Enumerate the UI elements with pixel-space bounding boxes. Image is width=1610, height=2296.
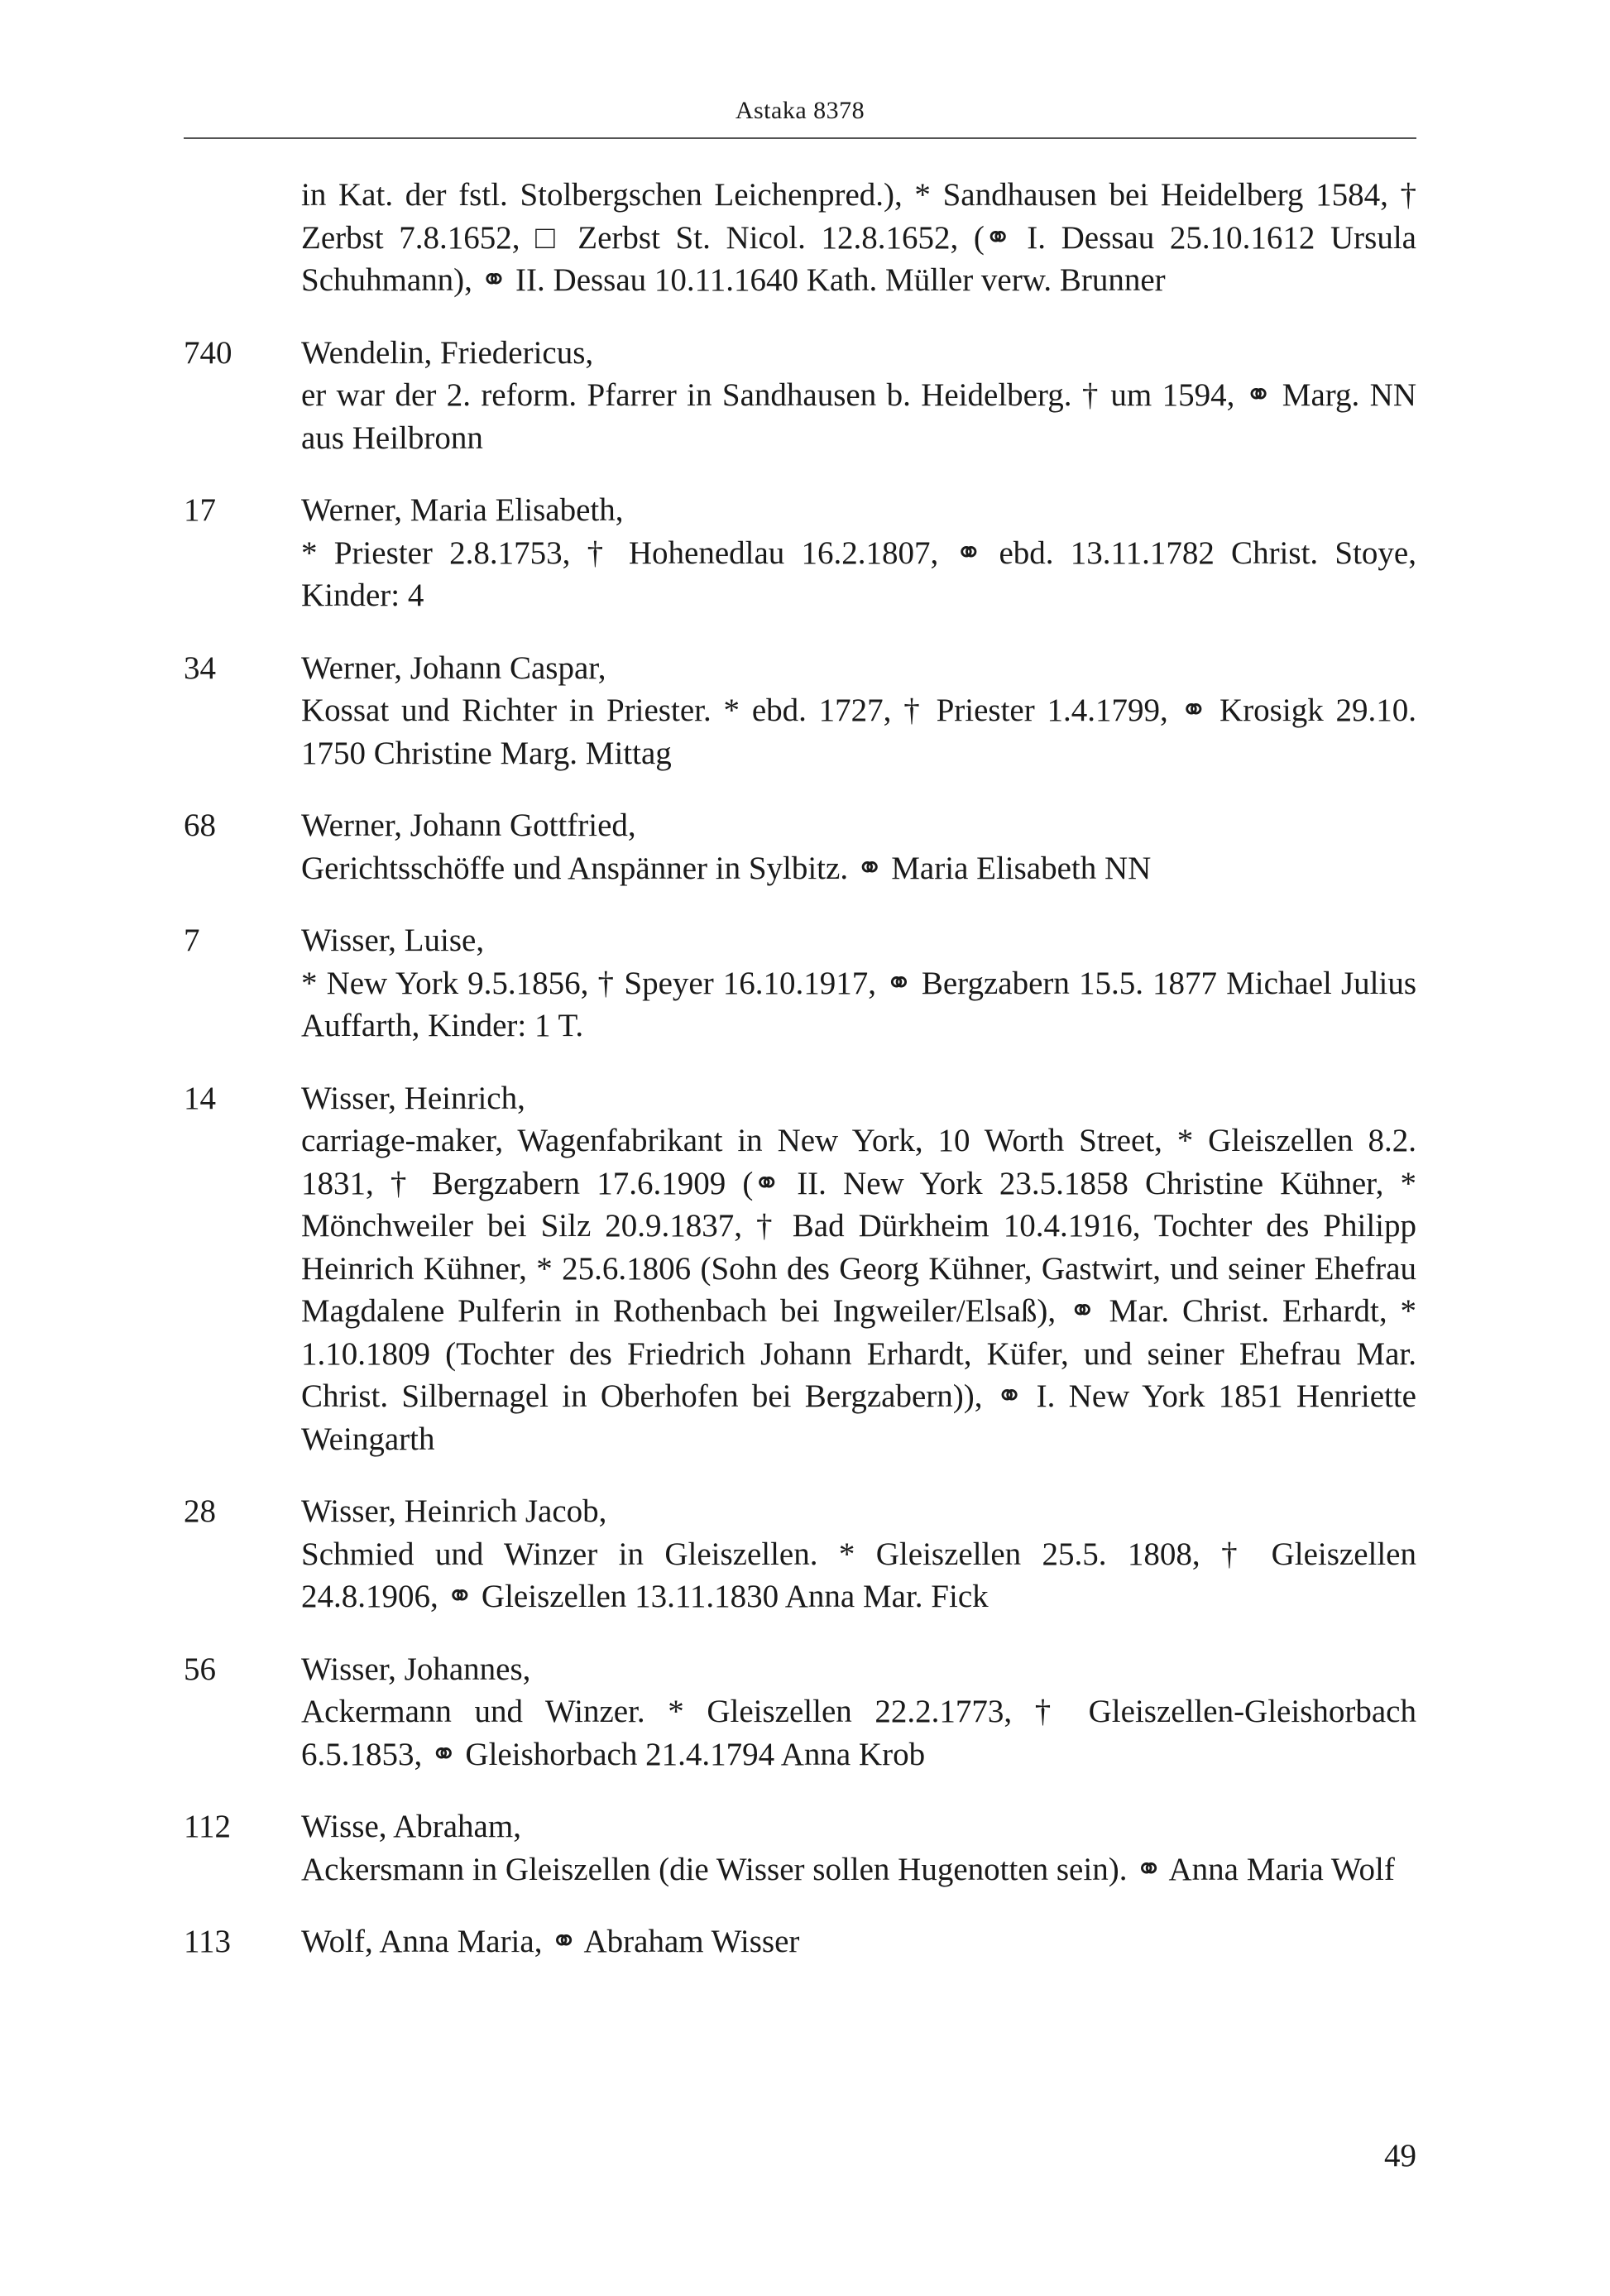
entry-number-empty [184,174,301,302]
entry-number: 113 [184,1924,232,1959]
entry-details: * Priester 2.8.1753, † Hohenedlau 16.2.1807, ⚭ ebd. 13.11.1782 Christ. Stoye, Kinder: 4 [301,534,1416,613]
entry-number: 740 [184,334,232,371]
entry-number: 7 [184,923,200,958]
running-header [184,93,1416,139]
entry-name: Wisser, Luise, [301,923,485,958]
page-number: 49 [1384,2138,1416,2174]
entry-number: 68 [184,808,216,843]
entry [184,919,1416,1047]
entry-name: Wendelin, Friedericus, [301,334,594,371]
genealogy-list [184,174,1416,1993]
entry-name: Wisser, Johannes, [301,1651,531,1687]
entry-number: 34 [184,649,216,686]
entry-number: 112 [184,1809,232,1844]
entry [184,647,1416,775]
entry [184,1648,1416,1776]
entry-details: * New York 9.5.1856, † Speyer 16.10.1917, ⚭ Bergzabern 15.5. 1877 Michael Julius Auffarth, Kinder: 1 T. [301,965,1416,1043]
entry-name: Wolf, Anna Maria, ⚭ Abraham Wisser [301,1924,800,1959]
entry-name: Wisser, Heinrich, [301,1080,525,1116]
entry [184,332,1416,460]
entry [184,1490,1416,1618]
entry-details: carriage-maker, Wagenfabrikant in New York, 10 Worth Street, * Gleiszellen 8.2. 1831, † Bergzabern 17.6.1909 (⚭ II. New York 23.5.1858 Christine Kühner, * Mönchweiler bei Silz 20.9.1837, † Bad Dürkheim 10.4.1916, Tochter des Philipp Heinrich Kühner, * 25.6.1806 (Sohn des Georg Kühner, Gastwirt, und seiner Ehefrau Magdalene Pulferin in Rothenbach bei Ingweiler/Elsaß), ⚭ Mar. Christ. Erhardt, * 1.10.1809 (Tochter des Friedrich Johann Erhardt, Küfer, und seiner Ehefrau Mar. Christ. Silbernagel in Oberhofen bei Bergzabern)), ⚭ I. New York 1851 Henriette Weingarth [301,1123,1416,1457]
entry-name: Wisse, Abraham, [301,1809,521,1844]
entry-details: Ackermann und Winzer. * Gleiszellen 22.2.1773, † Gleiszellen-Gleishorbach 6.5.1853, ⚭ Gleishorbach 21.4.1794 Anna Krob [301,1694,1416,1772]
entry-name: Werner, Maria Elisabeth, [301,492,624,528]
entry [184,804,1416,889]
entry-number: 28 [184,1493,216,1529]
entry [184,1920,1416,1963]
entry-number: 14 [184,1080,216,1116]
entry-details: Kossat und Richter in Priester. * ebd. 1727, † Priester 1.4.1799, ⚭ Krosigk 29.10. 1750 Christine Marg. Mittag [301,693,1416,771]
entry [184,489,1416,617]
entry-details: er war der 2. reform. Pfarrer in Sandhausen b. Heidelberg. † um 1594, ⚭ Marg. NN aus Heilbronn [301,377,1416,456]
continuation-text: in Kat. der fstl. Stolbergschen Leichenpred.), * Sandhausen bei Heidelberg 1584, † Zerbst 7.8.1652, □ Zerbst St. Nicol. 12.8.1652, (⚭ I. Dessau 25.10.1612 Ursula Schuhmann), ⚭ II. Dessau 10.11.1640 Kath. Müller verw. Brunner [301,177,1416,298]
running-title: Astaka 8378 [735,97,865,124]
entry [184,1805,1416,1891]
entry-number: 56 [184,1651,216,1687]
entry-details: Schmied und Winzer in Gleiszellen. * Gleiszellen 25.5. 1808, † Gleiszellen 24.8.1906, ⚭ Gleiszellen 13.11.1830 Anna Mar. Fick [301,1536,1416,1614]
entry-name: Werner, Johann Caspar, [301,649,606,686]
continuation-entry [184,174,1416,302]
entry-name: Wisser, Heinrich Jacob, [301,1493,607,1529]
entry [184,1077,1416,1461]
entry-details: Gerichtsschöffe und Anspänner in Sylbitz. ⚭ Maria Elisabeth NN [301,850,1152,886]
entry-details: Ackersmann in Gleiszellen (die Wisser sollen Hugenotten sein). ⚭ Anna Maria Wolf [301,1851,1395,1887]
entry-name: Werner, Johann Gottfried, [301,808,636,843]
entry-number: 17 [184,492,216,528]
